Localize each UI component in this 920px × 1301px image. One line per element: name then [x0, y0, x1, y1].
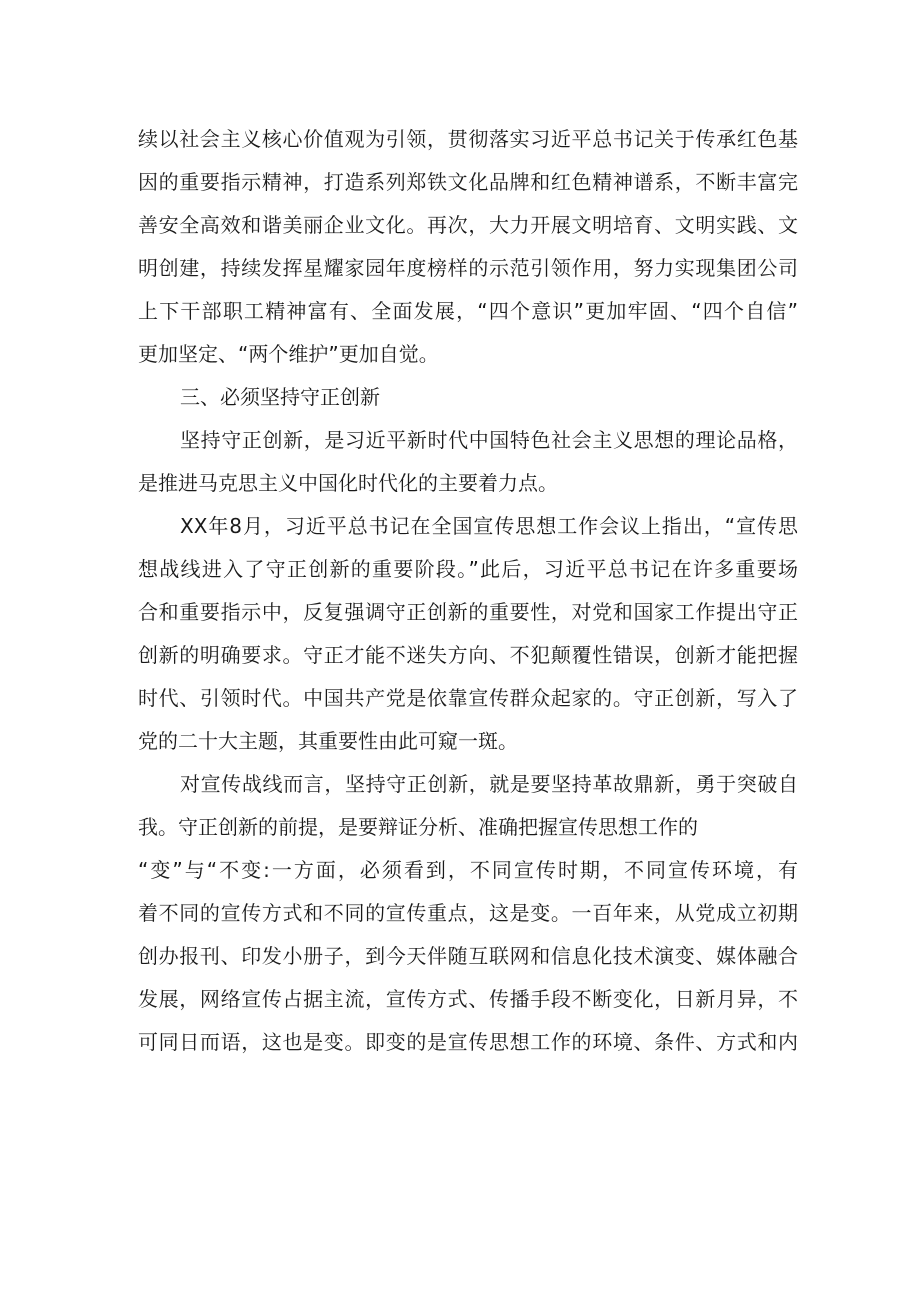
text-line: 是推进马克思主义中国化时代化的主要着力点。	[138, 471, 558, 495]
text-line: 党的二十大主题，其重要性由此可窥一斑。	[138, 729, 518, 753]
text-line: 续以社会主义核心价值观为引领，贯彻落实习近平总书记关于传承红色基	[138, 127, 798, 151]
text-line: 合和重要指示中，反复强调守正创新的重要性，对党和国家工作提出守正	[138, 600, 798, 624]
text-line: 上下干部职工精神富有、全面发展，“四个意识”更加牢固、“四个自信”	[138, 299, 798, 323]
section-heading: 三、必须坚持守正创新	[180, 385, 380, 409]
text-line: 时代、引领时代。中国共产党是依靠宣传群众起家的。守正创新，写入了	[138, 686, 798, 710]
text-line: “变”与“不变:一方面，必须看到，不同宣传时期，不同宣传环境，有	[138, 858, 798, 882]
text-line: 想战线进入了守正创新的重要阶段。”此后，习近平总书记在许多重要场	[138, 557, 798, 581]
text-line: 善安全高效和谐美丽企业文化。再次，大力开展文明培育、文明实践、文	[138, 213, 798, 237]
text-line: 更加坚定、“两个维护”更加自觉。	[138, 342, 439, 366]
text-line: 坚持守正创新，是习近平新时代中国特色社会主义思想的理论品格，	[180, 428, 798, 452]
text-line: 可同日而语，这也是变。即变的是宣传思想工作的环境、条件、方式和内	[138, 1030, 798, 1054]
text-line: 着不同的宣传方式和不同的宣传重点，这是变。一百年来，从党成立初期	[138, 901, 798, 925]
text-line: 创办报刊、印发小册子，到今天伴随互联网和信息化技术演变、媒体融合	[138, 944, 798, 968]
text-line: 我。守正创新的前提，是要辩证分析、准确把握宣传思想工作的	[138, 815, 698, 839]
text-line: 明创建，持续发挥星耀家园年度榜样的示范引领作用，努力实现集团公司	[138, 256, 798, 280]
text-line: 发展，网络宣传占据主流，宣传方式、传播手段不断变化，日新月异，不	[138, 987, 798, 1011]
text-line: XX年8月，习近平总书记在全国宣传思想工作会议上指出，“宣传思	[180, 514, 798, 538]
text-line: 因的重要指示精神，打造系列郑铁文化品牌和红色精神谱系，不断丰富完	[138, 170, 798, 194]
text-line: 创新的明确要求。守正才能不迷失方向、不犯颠覆性错误，创新才能把握	[138, 643, 798, 667]
text-line: 对宣传战线而言，坚持守正创新，就是要坚持革故鼎新，勇于突破自	[180, 772, 798, 796]
